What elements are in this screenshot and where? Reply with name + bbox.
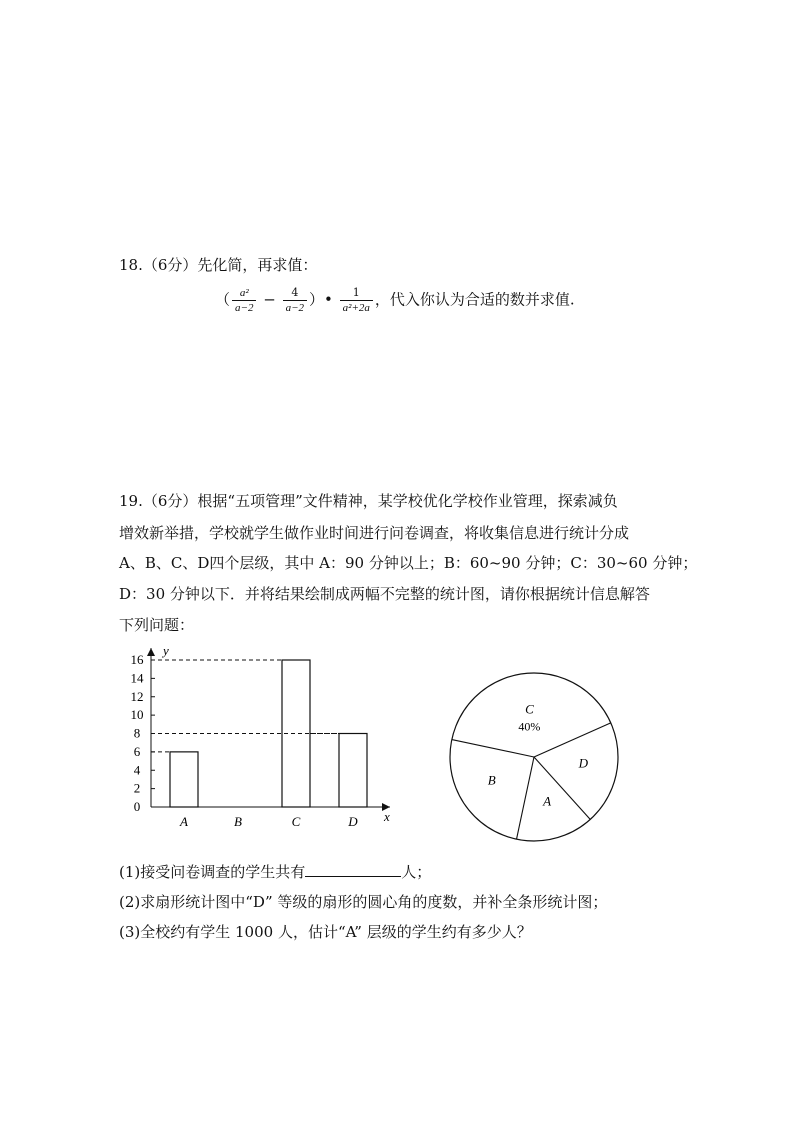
x-axis-label: x [384,809,390,824]
q19-sub2: (2)求扇形统计图中“D” 等级的扇形的圆心角的度数，并补全条形统计图； [119,893,608,911]
pie-label-B: B [487,772,496,788]
pie-percent-C: 40% [518,719,541,734]
bar-chart [110,640,410,830]
pie-label-D: D [578,755,588,771]
q19-line-2: 增效新举措，学校就学生做作业时间进行问卷调查，将收集信息进行统计分成 [119,524,630,542]
q19-line-5: 下列问题： [119,616,195,634]
right-paren-dot: ）• [309,290,333,309]
left-paren: （ [215,290,231,309]
y-tick-label: 14 [130,670,144,686]
pie-label-A: A [543,793,552,809]
q19-line-1: 19.（6分）根据“五项管理”文件精神，某学校优化学校作业管理，探索减负 [119,492,618,510]
q18-tail: ，代入你认为合适的数并求值. [374,290,575,309]
y-tick-label: 12 [130,688,144,704]
q19-line-3: A、B、C、D四个层级，其中 A：90 分钟以上；B：60~90 分钟；C：30~60 分钟； [119,554,698,572]
fraction-a2-over-a-minus-2: $\frac{\text{a²}}{a-2}$ [232,286,256,315]
pie-label-C: C [525,701,534,717]
y-axis-arrow [147,648,155,656]
y-tick-label: 8 [133,725,141,741]
pie-chart [445,670,625,850]
y-tick-label: 0 [133,799,141,814]
fraction-4-over-a-minus-2: $\frac{4}{a-2}$ [283,286,307,315]
x-tick-label: A [180,814,188,829]
bar-D [339,734,367,808]
y-tick-label: 2 [133,780,141,796]
x-tick-label: D [348,814,358,829]
y-tick-label: 4 [133,762,141,778]
bar-A [170,752,198,807]
x-tick-label: C [291,814,301,829]
q19-line-4: D：30 分钟以下．并将结果绘制成两幅不完整的统计图，请你根据统计信息解答 [119,585,650,603]
y-tick-label: 6 [133,743,141,759]
q18-heading: 18.（6分）先化简，再求值： [119,256,318,274]
q18-expression [215,286,575,315]
x-tick-label: B [234,814,242,829]
y-tick-label: 10 [130,707,144,723]
minus-sign: − [263,290,276,309]
y-tick-label: 16 [130,652,144,667]
y-axis-label: y [163,643,169,658]
fraction-1-over-a2-plus-2a: $\frac{1}{\text{a²+2a}}$ [340,286,373,315]
q19-sub1: (1)接受问卷调查的学生共有 人； [119,863,432,881]
answer-blank[interactable] [305,862,401,877]
q19-sub3: (3)全校约有学生 1000 人，估计“A” 层级的学生约有多少人？ [119,923,532,941]
